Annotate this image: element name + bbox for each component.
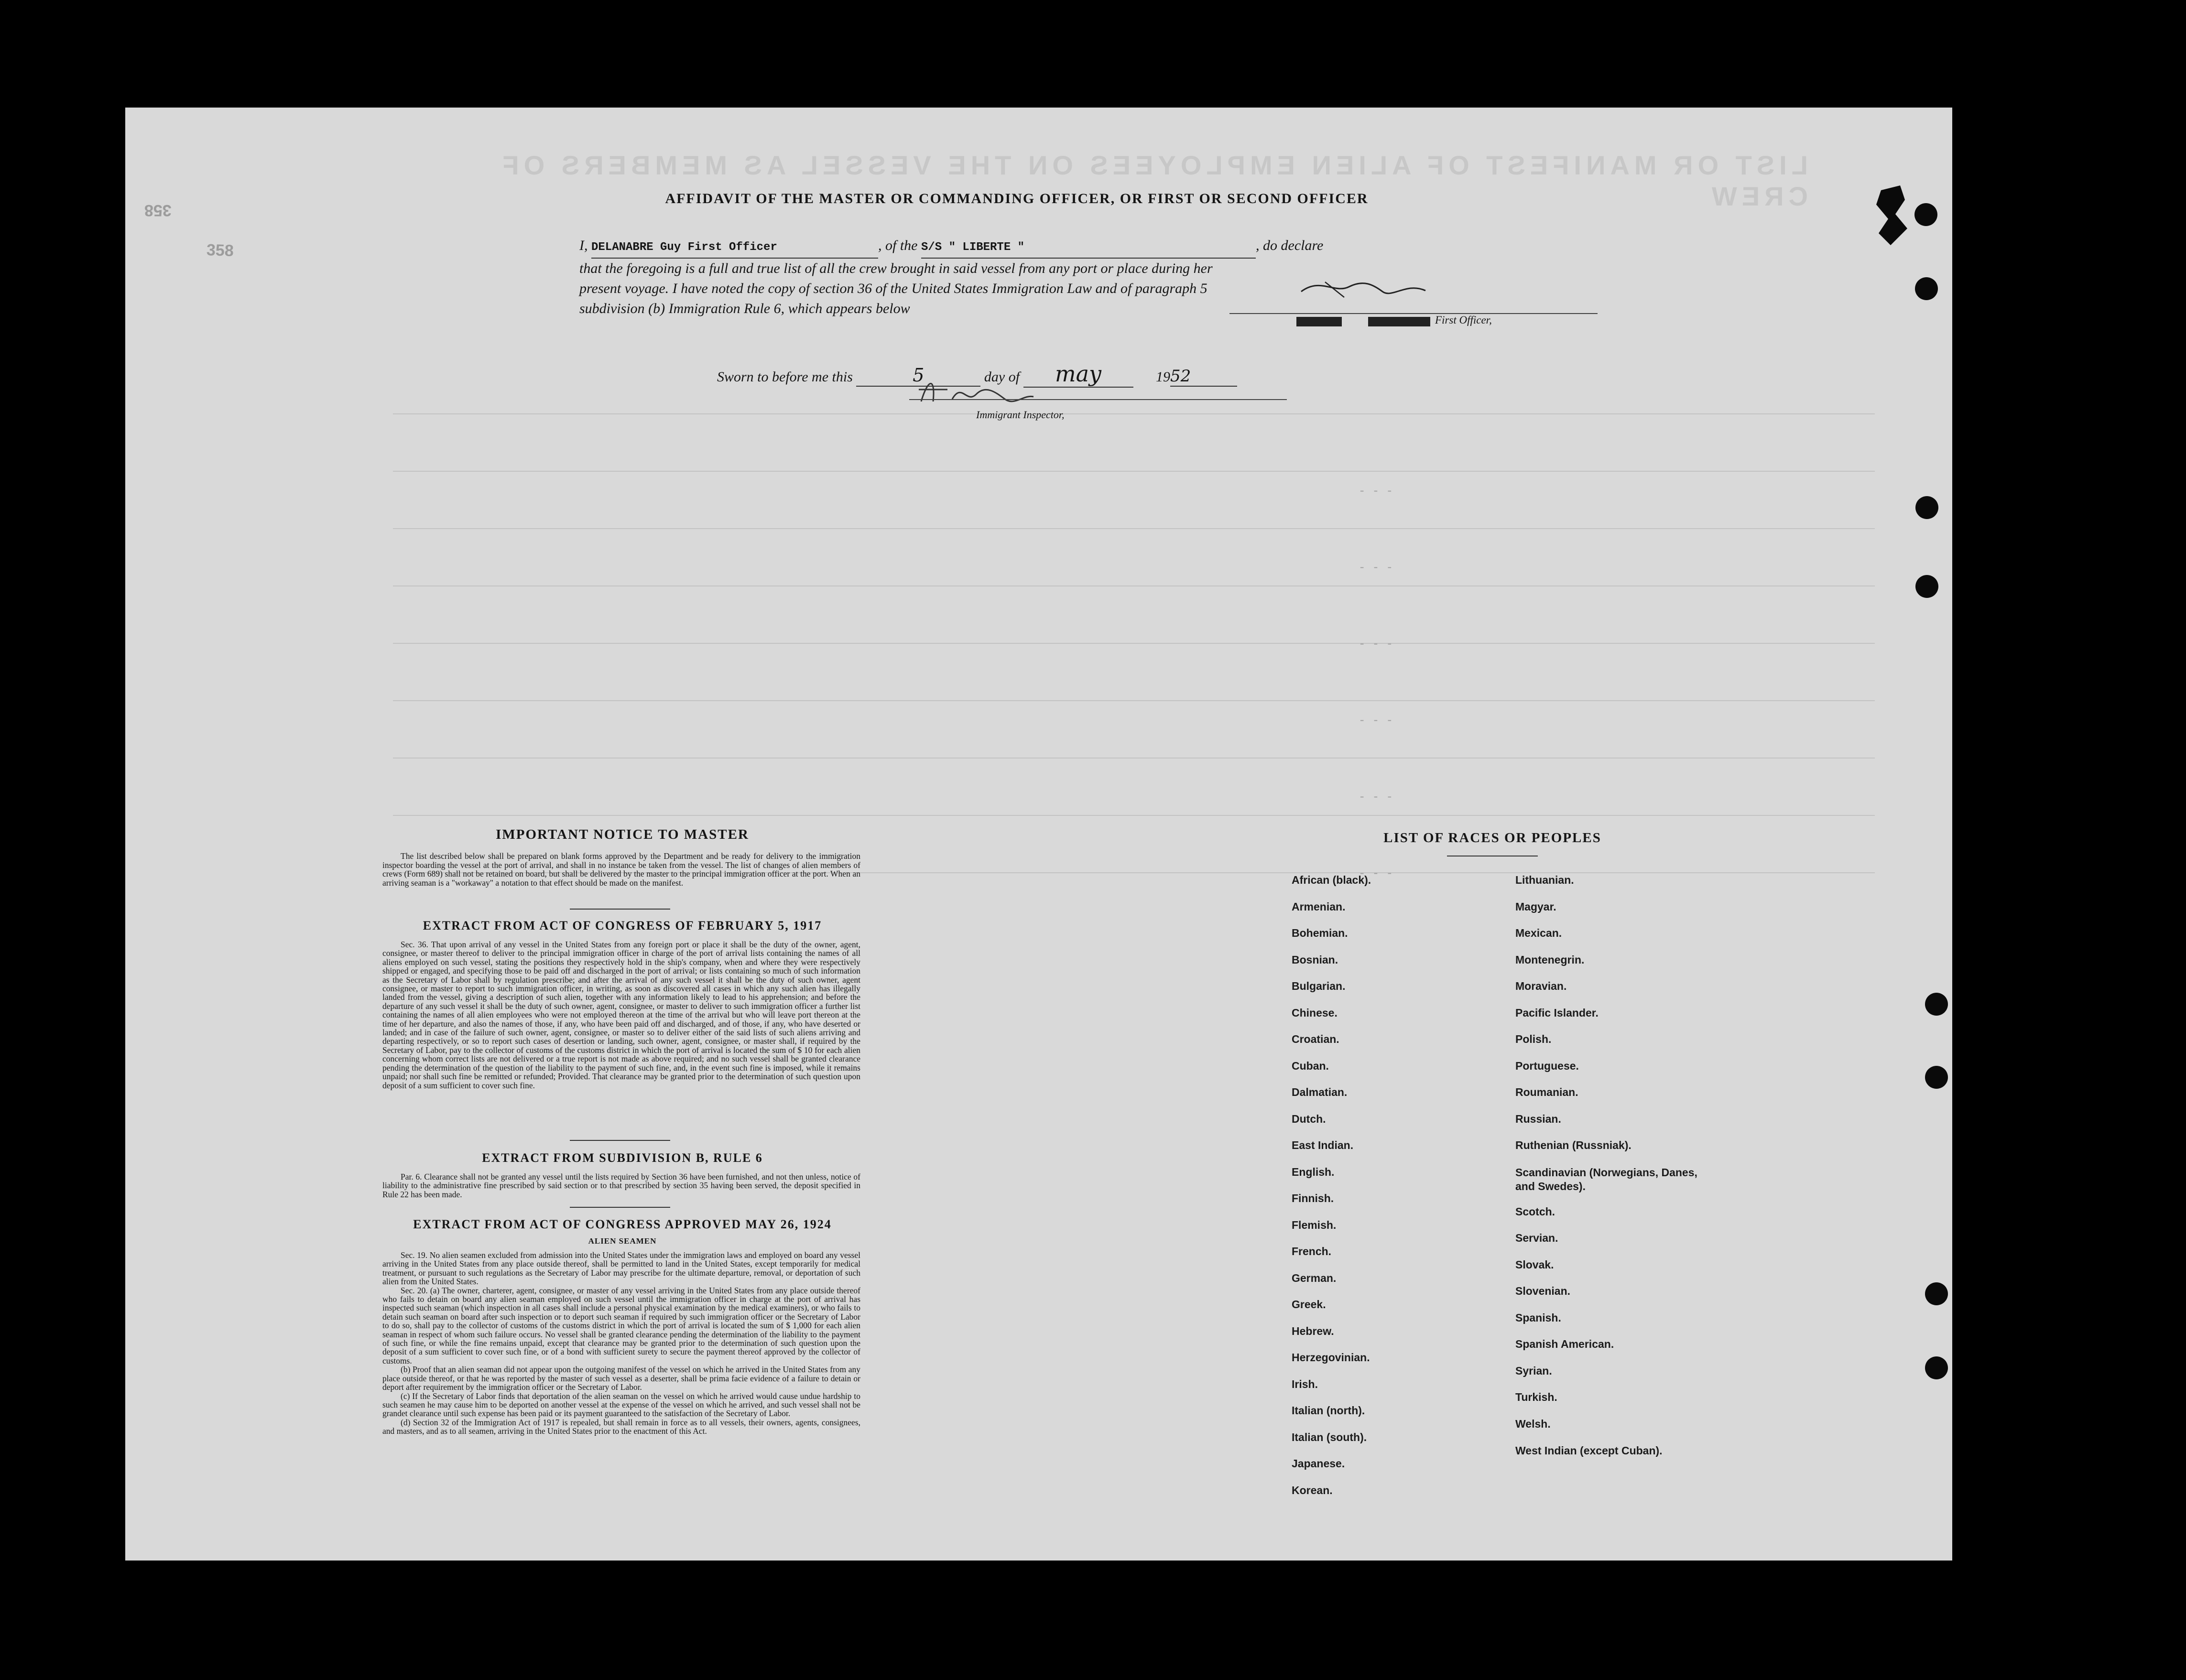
race-item: Italian (north). bbox=[1292, 1404, 1365, 1417]
race-item: Moravian. bbox=[1515, 980, 1567, 992]
race-item: Portuguese. bbox=[1515, 1059, 1579, 1072]
vessel-name: S/S " LIBERTE " bbox=[921, 238, 1256, 259]
divider bbox=[570, 909, 670, 910]
races-left-column bbox=[1292, 874, 1492, 1510]
race-item: Ruthenian (Russniak). bbox=[1515, 1139, 1631, 1151]
race-item: Dutch. bbox=[1292, 1112, 1326, 1125]
race-item: Mexican. bbox=[1515, 927, 1562, 939]
officer-signature bbox=[1292, 272, 1435, 308]
sworn-line: Sworn to before me this 5 day of may 1952 bbox=[717, 361, 1501, 388]
race-item: Polish. bbox=[1515, 1033, 1552, 1045]
race-item: Pacific Islander. bbox=[1515, 1006, 1599, 1019]
race-item: Turkish. bbox=[1515, 1391, 1557, 1403]
extract-1917-text: Sec. 36. That upon arrival of any vessel in the United States from any foreign port or place it shall be the duty of the owner, agent, consignee, or master thereof to deliver to the principal immigration officer in charge of the port of arrival lists containing the names of all aliens employed on such vessel, stating the positions they respectively hold in the ship's company, when and where they were respectively shipped or engaged, and specifying those to be paid off and discharged in the port of arrival; or lists containing so much of such information as the Secretary of Labor shall by regulation prescribe; and after the arrival of any such vessel it shall be the duty of such owner, agent consignee, or master to report to such immigration officer, in writing, as soon as discovered all cases in which any such alien has illegally landed from the vessel, giving a description of such alien, together with any information likely to lead to his apprehension; and before the departure of any such vessel it shall be the duty of such owner, agent, consignee, or master to deliver to such immigration officer a further list containing the names of all alien employees who were not employed thereon at the time of the arrival but who will leave port thereon at the time of her departure, and also the names of those, if any, who have been paid off and discharged, and of those, if any, who have deserted or landed; and in case of the failure of such owner, agent, consignee, or master so to deliver either of the said lists of such aliens arriving and departing respectively, or so to report such cases of desertion or landing, such owner, agent, consignee, or master shall, if required by the Secretary of Labor, pay to the collector of customs of the customs district in which the port of arrival is located the sum of $ 10 for each alien concerning whom correct lists are not delivered or a true report is not made as above required; and no such vessel shall be granted clearance pending the determination of the question of the liability to the payment of such fine, and, in the event such fine is imposed, while it remains unpaid; nor shall such fine be remitted or refunded; Provided. That clearance may be granted prior to the determination of such question upon deposit of a sum sufficient to cover such fine. bbox=[382, 940, 860, 1090]
affidavit-line-1: that the foregoing is a full and true list of all the crew brought in said vessel from any port or place during her bbox=[579, 260, 1213, 276]
race-item: Bosnian. bbox=[1292, 953, 1338, 966]
race-item: Irish. bbox=[1292, 1377, 1318, 1390]
inspector-label: Immigrant Inspector, bbox=[976, 409, 1065, 421]
race-item: Flemish. bbox=[1292, 1218, 1337, 1231]
binder-hole bbox=[1925, 993, 1948, 1016]
race-item: Greek. bbox=[1292, 1298, 1326, 1311]
extract-rule6-heading: EXTRACT FROM SUBDIVISION B, RULE 6 bbox=[482, 1151, 763, 1165]
inspector-signature bbox=[914, 373, 1038, 411]
extract-rule6-text: Par. 6. Clearance shall not be granted any vessel until the lists required by Section 36 have been furnished, and not then unless, notice of liability to the administrative fine prescribed by said section or to that prescribed by section 35 having been served, the deposit specified in Rule 22 has been made. bbox=[382, 1172, 860, 1199]
race-item: Spanish. bbox=[1515, 1311, 1561, 1324]
race-item: Scotch. bbox=[1515, 1205, 1555, 1218]
binder-hole bbox=[1915, 496, 1938, 519]
race-item: Spanish American. bbox=[1515, 1338, 1614, 1350]
race-item: Italian (south). bbox=[1292, 1431, 1367, 1443]
extract-1924-subheading: ALIEN SEAMEN bbox=[588, 1236, 657, 1246]
race-item: Herzegovinian. bbox=[1292, 1351, 1370, 1364]
officer-signature-line bbox=[1229, 313, 1598, 314]
affidavit-line-3: subdivision (b) Immigration Rule 6, which appears below bbox=[579, 301, 910, 316]
bleed-through-text: LIST OR MANIFEST OF ALIEN EMPLOYEES ON THE VESSEL AS MEMBERS OF CREW bbox=[498, 150, 1808, 211]
races-heading: LIST OF RACES OR PEOPLES bbox=[1383, 830, 1601, 845]
affidavit-line-2: present voyage. I have noted the copy of section 36 of the United States Immigration Law and of paragraph 5 bbox=[579, 281, 1207, 296]
race-item: Lithuanian. bbox=[1515, 874, 1574, 886]
extract-1917-heading: EXTRACT FROM ACT OF CONGRESS OF FEBRUARY 5, 1917 bbox=[423, 919, 822, 932]
binder-hole bbox=[1925, 1282, 1948, 1305]
race-item: Armenian. bbox=[1292, 900, 1346, 913]
sworn-day: 5 bbox=[856, 365, 980, 387]
race-item: German. bbox=[1292, 1271, 1337, 1284]
race-item: Syrian. bbox=[1515, 1364, 1552, 1377]
officer-label: First Officer, bbox=[1435, 314, 1492, 326]
race-item: Croatian. bbox=[1292, 1033, 1339, 1045]
declarant-name: DELANABRE Guy First Officer bbox=[591, 238, 878, 259]
struck-text-block bbox=[1296, 317, 1342, 326]
binder-hole bbox=[1914, 203, 1937, 226]
race-item: Chinese. bbox=[1292, 1006, 1338, 1019]
race-item: East Indian. bbox=[1292, 1139, 1354, 1151]
affidavit-body bbox=[579, 236, 1598, 319]
binder-hole bbox=[1915, 575, 1938, 598]
extract-1924-text: Sec. 19. No alien seamen excluded from admission into the United States under the immigration laws and employed on board any vessel arriving in the United States from any place outside thereof, shall be permitted to land in the United States, except temporarily for medical treatment, or pursuant to such regulations as the Secretary of Labor may prescribe for the ultimate departure, removal, or deportation of such alien from the United States. Sec. 20. (a) The owner, charterer, agent, consignee, or master of any vessel arriving in the United States from any place outside thereof who fails to detain on board any alien seaman employed on such vessel until the immigration officer in charge at the port of arrival has inspected such seaman (which inspection in all cases shall include a personal physical examination by the medical examiners), or who fails to detain such seaman on board after such inspection or to deport such seaman if required by such immigration officer or the Secretary of Labor to do so, shall pay to the collector of customs of the customs district in which the port of arrival is located the sum of $ 1,000 for each alien seaman in respect of whom such failure occurs. No vessel shall be granted clearance pending the determination of the liability to the payment of such fine, or while the fine remains unpaid, except that clearance may be granted prior to the determination of such question upon the deposit of a sum sufficient to cover such fine, or of a bond with sufficient surety to secure the payment thereof approved by the collector of customs. (b) Proof that an alien seaman did not appear upon the outgoing manifest of the vessel on which he arrived in the United States from any place outside thereof, or that he was reported by the master of such vessel as a deserter, shall be prima facie evidence of a failure to detain or deport after requirement by the immigration officer or the Secretary of Labor. (c) If the Secretary of Labor finds that deportation of the alien seaman on the vessel on which he arrived would cause undue hardship to such seamen he may cause him to be deported on another vessel at the expense of the vessel on which he arrived, and such vessel shall not be grandet clearance until such expense has been paid or its payment guaranteed to the satisfaction of the Secretary of Labor. (d) Section 32 of the Immigration Act of 1917 is repealed, but shall remain in force as to all vessels, their owners, agents, consignees, and masters, and as to all seamen, arriving in the United States prior to the enactment of this Act. bbox=[382, 1250, 860, 1436]
race-item: Slovenian. bbox=[1515, 1285, 1571, 1297]
divider bbox=[570, 1207, 670, 1208]
race-item: Montenegrin. bbox=[1515, 953, 1585, 966]
extract-1924-heading: EXTRACT FROM ACT OF CONGRESS APPROVED MAY 26, 1924 bbox=[413, 1217, 832, 1231]
race-item: Dalmatian. bbox=[1292, 1086, 1348, 1098]
race-item: Bohemian. bbox=[1292, 927, 1348, 939]
race-item: Roumanian. bbox=[1515, 1086, 1578, 1098]
race-item: Magyar. bbox=[1515, 900, 1556, 913]
race-item: Cuban. bbox=[1292, 1059, 1329, 1072]
race-item: Bulgarian. bbox=[1292, 980, 1346, 992]
race-item: Welsh. bbox=[1515, 1417, 1551, 1430]
inspector-signature-line bbox=[909, 399, 1287, 400]
stamp-number-2: 358 bbox=[206, 241, 234, 260]
race-item: Scandinavian (Norwegians, Danes, and Swedes). bbox=[1515, 1166, 1697, 1192]
stamp-number: 358 bbox=[144, 201, 172, 219]
race-item: Slovak. bbox=[1515, 1258, 1554, 1271]
affidavit-heading: AFFIDAVIT OF THE MASTER OR COMMANDING OFFICER, OR FIRST OR SECOND OFFICER bbox=[665, 191, 1369, 206]
race-item: French. bbox=[1292, 1245, 1332, 1257]
binder-hole bbox=[1925, 1066, 1948, 1089]
document-page: LIST OR MANIFEST OF ALIEN EMPLOYEES ON THE VESSEL AS MEMBERS OF CREW - - - - - - - - - - - - - - - - - - 358 358 AFFIDAVIT OF THE MASTER OR COMMANDING OFFICER, OR FIRST OR SECOND OFFICER I, DELANABRE Guy First Officer , of the S/S " LIBERTE " , do declare that the foregoing is a full and true list of all the crew brought in said vessel from any port or place during her present voyage. I have noted the copy of section 36 of the United States Immigration Law and of paragraph 5 subdivision (b) Immigration Rule 6, which appears below First Officer, Sworn to before me this 5 day of may 1952 Immigrant Inspector, IMPORTANT NOTICE TO MASTER The list described below shall be prepared on blank forms approved by the Department and be ready for delivery to the immigration inspector boarding the vessel at the port of arrival, and shall in no instance be taken from the vessel. The list of changes of alien members of crews (Form 689) shall not be retained on board, but shall be delivered by the master to the principal immigration officer at the port. When an arriving seaman is a "workaway" a notation to that effect should be made on the manifest. EXTRACT FROM ACT OF CONGRESS OF FEBRUARY 5, 1917 Sec. 36. That upon arrival of any vessel in the United States from any foreign port or place it shall be the duty of the owner, agent, consignee, or master thereof to deliver to the principal immigration officer in charge of the port of arrival lists containing the names of all aliens employed on such vessel, stating the positions they respectively hold in the ship's company, when and where they were respectively shipped or engaged, and specifying those to be paid off and discharged in the port of arrival; or lists containing so much of such information as the Secretary of Labor shall by regulation prescribe; and after the arrival of any such vessel it shall be the duty of such owner, agent consignee, or master to report to such immigration officer, in writing, as soon as discovered all cases in which any such alien has illegally landed from the vessel, giving a description of such alien, together with any information likely to lead to his apprehension; and before the departure of any such vessel it shall be the duty of such owner, agent, consignee, or master to deliver to such immigration officer a further list containing the names of all alien employees who were not employed thereon at the time of the arrival but who will leave port thereon at the time of her departure, and also the names of those, if any, who have been paid off and discharged, and of those, if any, who have deserted or landed; and in case of the failure of such owner, agent, consignee, or master so to deliver either of the said lists of such aliens arriving and departing respectively, or so to report such cases of desertion or landing, such owner, agent, consignee, or master shall, if required by the Secretary of Labor, pay to the collector of customs of the customs district in which the port of arrival is located the sum of $ 10 for each alien concerning whom correct lists are not delivered or a true report is not made as above required; and no such vessel shall be granted clearance pending the determination of the question of the liability to the payment of such fine, and, in the event such fine is imposed, while it remains unpaid; nor shall such fine be remitted or refunded; Provided. That clearance may be granted prior to the determination of such question upon deposit of a sum sufficient to cover such fine. EXTRACT FROM SUBDIVISION B, RULE 6 Par. 6. Clearance shall not be granted any vessel until the lists required by Section 36 have been furnished, and not then unless, notice of liability to the administrative fine prescribed by said section or to that prescribed by section 35 having been served, the deposit specified in Rule 22 has been made. EXTRACT FROM ACT OF CONGRESS APPROVED MAY 26, 1924 ALIEN SEAMEN Sec. 19. No alien seamen excluded from admission into the United States under the immigration laws and employed on board any vessel arriving in the United States from any place outside thereof, shall be permitted to land in the United States, except temporarily for medical treatment, or pursuant to such regulations as the Secretary of Labor may prescribe for the ultimate departure, removal, or deportation of such alien from the United States. Sec. 20. (a) The owner, charterer, agent, consignee, or master of any vessel arriving in the United States from any place outside thereof who fails to detain on board any alien seaman employed on such vessel until the immigration officer in charge at the port of arrival has inspected such seaman (which inspection in all cases shall include a personal physical examination by the medical examiners), or who fails to detain such seaman on board after such inspection or to deport such seaman if required by such immigration officer or the Secretary of Labor to do so, shall pay to the collector of customs of the customs district in which the port of arrival is located the sum of $ 1,000 for each alien seaman in respect of whom such failure occurs. No vessel shall be granted clearance pending the determination of the liability to the payment of such fine, or while the fine remains unpaid, except that clearance may be granted prior to the determination of such question upon the deposit of a sum sufficient to cover such fine, or of a bond with sufficient surety to secure the payment thereof approved by the collector of customs. (b) Proof that an alien seaman did not appear upon the outgoing manifest of the vessel on which he arrived in the United States from any place outside thereof, or that he was reported by the master of such vessel as a deserter, shall be prima facie evidence of a failure to detain or deport after requirement by the immigration officer or the Secretary of Labor. (c) If the Secretary of Labor finds that deportation of the alien seaman on the vessel on which he arrived would cause undue hardship to such seamen he may cause him to be deported on another vessel at the expense of the vessel on which he arrived, and such vessel shall not be grandet clearance until such expense has been paid or its payment guaranteed to the satisfaction of the Secretary of Labor. (d) Section 32 of the Immigration Act of 1917 is repealed, but shall remain in force as to all vessels, their owners, agents, consignees, and masters, and as to all seamen, arriving in the United States prior to the enactment of this Act. LIST OF RACES OR PEOPLES African (black). Armenian. Bohemian. Bosnian. Bulgarian. Chinese. Croatian. Cuban. Dalmatian. Dutch. East Indian. English. Finnish. Flemish. French. German. Greek. Hebrew. Herzegovinian. Irish. Italian (north). Italian (south). Japanese. Korean. Lithuanian. Magyar. Mexican. Montenegrin. Moravian. Pacific Islander. Polish. Portuguese. Roumanian. Russian. Ruthenian (Russniak). Scandinavian (Norwegians, Danes, and Swedes). Scotch. Servian. Slovak. Slovenian. Spanish. Spanish American. Syrian. Turkish. Welsh. West Indian (except Cuban). bbox=[125, 108, 1952, 1561]
race-item: West Indian (except Cuban). bbox=[1515, 1444, 1663, 1457]
notice-text: The list described below shall be prepared on blank forms approved by the Department and be ready for delivery to the immigration inspector boarding the vessel at the port of arrival, and shall in no instance be taken from the vessel. The list of changes of alien members of crews (Form 689) shall not be retained on board, but shall be delivered by the master to the principal immigration officer at the port. When an arriving seaman is a "workaway" a notation to that effect should be made on the manifest. bbox=[382, 851, 860, 888]
race-item: Korean. bbox=[1292, 1484, 1333, 1496]
race-item: Hebrew. bbox=[1292, 1324, 1334, 1337]
sworn-month: may bbox=[1023, 361, 1133, 388]
notice-heading: IMPORTANT NOTICE TO MASTER bbox=[496, 827, 749, 842]
races-right-column bbox=[1515, 874, 1716, 1471]
declaration-line: I, DELANABRE Guy First Officer , of the S/S " LIBERTE " , do declare bbox=[579, 236, 1598, 259]
race-item: Russian. bbox=[1515, 1112, 1561, 1125]
binder-hole bbox=[1915, 277, 1938, 300]
binder-hole bbox=[1925, 1356, 1948, 1379]
sworn-year: 52 bbox=[1170, 367, 1237, 387]
struck-text-block bbox=[1368, 317, 1430, 326]
race-item: Japanese. bbox=[1292, 1457, 1345, 1470]
divider bbox=[570, 1140, 670, 1141]
race-item: Servian. bbox=[1515, 1232, 1558, 1244]
race-item: English. bbox=[1292, 1165, 1335, 1178]
race-item: African (black). bbox=[1292, 874, 1371, 886]
race-item: Finnish. bbox=[1292, 1192, 1334, 1204]
